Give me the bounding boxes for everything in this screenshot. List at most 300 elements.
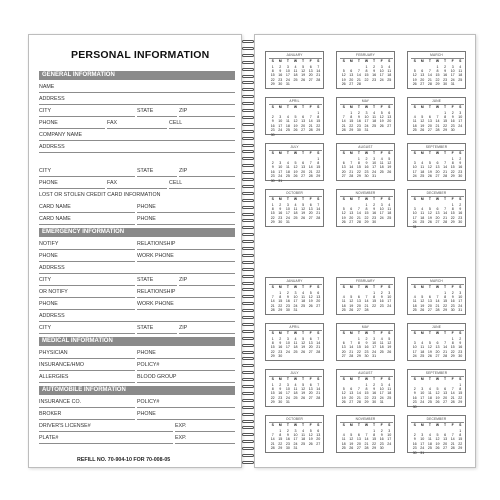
calendar-day: 6 xyxy=(357,294,360,299)
fax-field[interactable] xyxy=(107,117,167,129)
calendar-day: 11 xyxy=(387,68,392,73)
calendar-day: 17 xyxy=(458,119,463,124)
weekday-label: T xyxy=(428,377,431,381)
drivers-license-field[interactable] xyxy=(39,420,173,432)
card-phone-field-2[interactable] xyxy=(137,213,235,225)
calendar-day: 6 xyxy=(342,340,345,345)
blood-group-field[interactable] xyxy=(137,371,235,383)
calendar-day: 29 xyxy=(270,354,275,359)
month-name: JUNE xyxy=(431,325,442,329)
calendar-day: 21 xyxy=(316,345,321,350)
calendar-day: 27 xyxy=(316,303,321,308)
calendar-day: 26 xyxy=(435,446,440,451)
binding-ring xyxy=(242,357,254,360)
calendar-day: 23 xyxy=(270,128,275,133)
calendar-day: 16 xyxy=(379,299,384,304)
weekday-label: T xyxy=(373,285,376,289)
calendar-day: 30 xyxy=(443,82,448,87)
calendar-day: 26 xyxy=(301,349,306,354)
weekday-label: W xyxy=(364,377,369,381)
calendar-day: 9 xyxy=(271,119,274,124)
emergency-zip-field[interactable] xyxy=(179,274,235,286)
weekday-label: F xyxy=(380,105,383,109)
binding-ring xyxy=(242,178,254,181)
calendar-day: 23 xyxy=(278,395,283,400)
calendar-day: 12 xyxy=(341,73,346,78)
calendar-day: 7 xyxy=(350,340,353,345)
calendar-day: 15 xyxy=(349,119,354,124)
physician-field[interactable] xyxy=(39,347,135,359)
calendar-day: 30 xyxy=(458,220,463,225)
weekday-label: W xyxy=(364,59,369,63)
calendar-day: 8 xyxy=(451,340,454,345)
month-name: DECEMBER xyxy=(426,417,447,421)
weekday-label: S xyxy=(459,197,462,201)
calendar-day: 3 xyxy=(365,110,368,115)
binding-ring xyxy=(242,102,254,105)
calendar-day: 5 xyxy=(350,294,353,299)
weekday-label: M xyxy=(278,59,282,63)
calendar-day: 15 xyxy=(270,391,275,396)
calendar-day: 20 xyxy=(316,437,321,442)
weekday-label: T xyxy=(357,285,360,289)
calendar-day: 19 xyxy=(293,123,298,128)
calendar-day: 5 xyxy=(302,382,305,387)
calendar-day: 27 xyxy=(443,400,448,405)
company-address-line-2[interactable] xyxy=(39,153,235,165)
calendar-day: 6 xyxy=(388,110,391,115)
calendar-day: 21 xyxy=(316,211,321,216)
month-name: JANUARY xyxy=(286,279,303,283)
calendar-day: 24 xyxy=(293,303,298,308)
calendar-day: 19 xyxy=(308,437,313,442)
company-zip-field[interactable] xyxy=(179,165,235,177)
calendar-day: 26 xyxy=(301,77,306,82)
company-fax-field[interactable] xyxy=(107,177,167,189)
calendar-day: 3 xyxy=(413,340,416,345)
relationship-field[interactable] xyxy=(137,238,235,250)
calendar-day: 29 xyxy=(435,82,440,87)
weekday-label: W xyxy=(364,105,369,109)
calendar-day: 26 xyxy=(293,128,298,133)
card-name-field-1[interactable] xyxy=(39,201,135,213)
calendar-day: 26 xyxy=(387,169,392,174)
calendar-day: 14 xyxy=(308,119,313,124)
calendar-day: 8 xyxy=(271,68,274,73)
calendar-day: 1 xyxy=(373,428,376,433)
phone-field[interactable] xyxy=(39,117,105,129)
calendar-day: 22 xyxy=(450,349,455,354)
weekday-label: T xyxy=(357,105,360,109)
weekday-label: T xyxy=(373,331,376,335)
insurance-hmo-field[interactable] xyxy=(39,359,135,371)
calendar-day: 21 xyxy=(356,215,361,220)
address-field[interactable] xyxy=(39,93,235,105)
work-phone-field[interactable] xyxy=(137,250,235,262)
emergency-phone-field[interactable] xyxy=(39,250,135,262)
fax-label: FAX xyxy=(107,180,118,186)
calendar-day: 19 xyxy=(412,77,417,82)
weekday-label: T xyxy=(357,59,360,63)
calendar-day: 28 xyxy=(316,77,321,82)
company-address-field[interactable] xyxy=(39,141,235,153)
calendar-day: 2 xyxy=(413,432,416,437)
emergency-state-field[interactable] xyxy=(137,274,177,286)
calendar-day: 3 xyxy=(451,64,454,69)
calendar-day: 27 xyxy=(435,174,440,179)
weekday-label: F xyxy=(309,331,312,335)
weekday-label: M xyxy=(349,377,353,381)
calendar-day: 9 xyxy=(279,340,282,345)
calendar-day: 7 xyxy=(428,68,431,73)
calendar-day: 3 xyxy=(388,428,391,433)
calendar-day: 13 xyxy=(349,73,354,78)
calendar-day: 30 xyxy=(270,132,275,137)
weekday-label: S xyxy=(271,59,274,63)
calendar-day: 22 xyxy=(458,395,463,400)
calendar-day: 2 xyxy=(279,64,282,69)
calendar-day: 23 xyxy=(285,303,290,308)
calendar-day: 21 xyxy=(427,77,432,82)
calendar-day: 17 xyxy=(387,299,392,304)
calendar-day: 20 xyxy=(341,349,346,354)
insurance-co-field[interactable] xyxy=(39,396,135,408)
calendar-day: 14 xyxy=(316,340,321,345)
or-notify-field[interactable] xyxy=(39,286,135,298)
weekday-label: T xyxy=(373,151,376,155)
calendar-day: 9 xyxy=(459,340,462,345)
calendar-day: 6 xyxy=(428,114,431,119)
allergies-field[interactable] xyxy=(39,371,135,383)
calendar-day: 19 xyxy=(435,441,440,446)
calendar-day: 27 xyxy=(341,174,346,179)
calendar-day: 12 xyxy=(301,340,306,345)
calendar-day: 15 xyxy=(278,437,283,442)
calendar-day: 1 xyxy=(357,156,360,161)
calendar-day: 5 xyxy=(436,432,439,437)
card-name-label: CARD NAME xyxy=(39,204,71,210)
calendar-day: 7 xyxy=(451,432,454,437)
calendar-day: 22 xyxy=(356,349,361,354)
calendar-day: 24 xyxy=(420,446,425,451)
binding-ring xyxy=(242,185,254,188)
calendar-day: 21 xyxy=(308,123,313,128)
company-phone-field[interactable] xyxy=(39,177,105,189)
calendar-day: 16 xyxy=(443,73,448,78)
mini-calendar xyxy=(407,415,466,453)
calendar-day: 18 xyxy=(387,391,392,396)
calendar-day: 10 xyxy=(450,68,455,73)
calendar-day: 24 xyxy=(458,123,463,128)
calendar-day: 5 xyxy=(302,336,305,341)
weekday-label: M xyxy=(349,331,353,335)
weekday-label: T xyxy=(302,59,305,63)
binding-ring xyxy=(242,206,254,209)
calendar-day: 16 xyxy=(372,73,377,78)
plate-field[interactable] xyxy=(39,432,173,444)
notify-field[interactable] xyxy=(39,238,135,250)
calendar-day: 1 xyxy=(444,110,447,115)
binding-ring xyxy=(242,447,254,450)
calendar-day: 18 xyxy=(293,211,298,216)
zip-label: ZIP xyxy=(179,168,188,174)
calendar-day: 23 xyxy=(278,77,283,82)
work-phone-field-2[interactable] xyxy=(137,298,235,310)
binding-ring xyxy=(242,192,254,195)
card-name-field-2[interactable] xyxy=(39,213,135,225)
calendar-day: 26 xyxy=(341,400,346,405)
medical-policy-field[interactable] xyxy=(137,359,235,371)
weekday-label: W xyxy=(293,423,298,427)
calendar-day: 30 xyxy=(372,400,377,405)
binding-ring xyxy=(242,54,254,57)
calendar-day: 24 xyxy=(285,349,290,354)
calendar-day: 30 xyxy=(379,446,384,451)
calendar-day: 20 xyxy=(443,395,448,400)
physician-phone-field[interactable] xyxy=(137,347,235,359)
calendar-day: 1 xyxy=(317,110,320,115)
calendar-day: 18 xyxy=(293,73,298,78)
card-phone-field-1[interactable] xyxy=(137,201,235,213)
calendar-day: 27 xyxy=(308,395,313,400)
name-field[interactable] xyxy=(39,81,235,93)
calendar-day: 10 xyxy=(420,391,425,396)
auto-policy-field[interactable] xyxy=(137,396,235,408)
binding-ring xyxy=(242,268,254,271)
calendar-day: 29 xyxy=(458,446,463,451)
weekday-label: M xyxy=(420,331,424,335)
calendar-day: 16 xyxy=(412,395,417,400)
insurance-hmo-label: INSURANCE/HMO xyxy=(39,362,85,368)
calendar-day: 23 xyxy=(379,441,384,446)
weekday-label: T xyxy=(357,197,360,201)
calendar-day: 5 xyxy=(342,206,345,211)
calendar-day: 1 xyxy=(279,428,282,433)
relationship-field-2[interactable] xyxy=(137,286,235,298)
company-state-field[interactable] xyxy=(137,165,177,177)
calendar-day: 29 xyxy=(349,128,354,133)
calendar-day: 12 xyxy=(427,345,432,350)
emergency-address-field[interactable] xyxy=(39,262,235,274)
calendar-day: 28 xyxy=(316,395,321,400)
calendar-day: 20 xyxy=(301,123,306,128)
weekday-label: M xyxy=(349,59,353,63)
calendar-day: 20 xyxy=(349,215,354,220)
cell-label: CELL xyxy=(169,180,183,186)
calendar-day: 25 xyxy=(341,446,346,451)
zip-field[interactable] xyxy=(179,105,235,117)
calendar-day: 19 xyxy=(308,299,313,304)
calendar-day: 17 xyxy=(285,211,290,216)
mini-calendar xyxy=(407,189,466,227)
calendar-day: 11 xyxy=(286,165,290,170)
calendar-day: 19 xyxy=(427,349,432,354)
weekday-label: F xyxy=(380,59,383,63)
calendar-day: 23 xyxy=(450,303,455,308)
calendar-day: 4 xyxy=(286,160,289,165)
phone-label: PHONE xyxy=(137,411,156,417)
weekday-label: W xyxy=(435,105,440,109)
calendar-day: 29 xyxy=(316,128,321,133)
calendar-day: 7 xyxy=(357,68,360,73)
company-name-field[interactable] xyxy=(39,129,235,141)
calendar-day: 17 xyxy=(372,345,377,350)
exp-label: EXP. xyxy=(175,423,187,429)
weekday-label: S xyxy=(388,331,391,335)
calendar-day: 18 xyxy=(341,441,346,446)
city-field[interactable] xyxy=(39,105,135,117)
company-cell-field[interactable] xyxy=(169,177,235,189)
calendar-day: 18 xyxy=(285,169,290,174)
calendar-day: 1 xyxy=(357,336,360,341)
calendar-day: 28 xyxy=(364,308,369,313)
calendar-day: 6 xyxy=(317,428,320,433)
plate-exp-field[interactable] xyxy=(175,432,235,444)
calendar-day: 12 xyxy=(308,294,313,299)
binding-ring xyxy=(242,254,254,257)
emergency-phone-field-2[interactable] xyxy=(39,298,135,310)
weekday-label: T xyxy=(286,285,289,289)
broker-field[interactable] xyxy=(39,408,135,420)
cell-field[interactable] xyxy=(169,117,235,129)
weekday-label: M xyxy=(278,105,282,109)
emergency-address-field-2[interactable] xyxy=(39,310,235,322)
section-header-general: GENERAL INFORMATION xyxy=(39,71,235,80)
emergency-city-field[interactable] xyxy=(39,274,135,286)
calendar-day: 21 xyxy=(443,215,448,220)
calendar-day: 15 xyxy=(364,211,369,216)
calendar-day: 17 xyxy=(285,345,290,350)
calendar-day: 27 xyxy=(341,354,346,359)
license-exp-field[interactable] xyxy=(175,420,235,432)
calendar-day: 1 xyxy=(317,156,320,161)
calendar-day: 16 xyxy=(379,437,384,442)
calendar-day: 4 xyxy=(421,206,424,211)
calendar-day: 9 xyxy=(279,206,282,211)
calendar-day: 25 xyxy=(458,77,463,82)
calendar-day: 15 xyxy=(458,391,463,396)
mini-calendar xyxy=(336,323,395,361)
calendar-day: 9 xyxy=(413,437,416,442)
weekday-label: S xyxy=(413,331,416,335)
calendar-day: 25 xyxy=(420,354,425,359)
calendar-day: 27 xyxy=(349,400,354,405)
calendar-day: 23 xyxy=(458,215,463,220)
binding-ring xyxy=(242,385,254,388)
calendar-day: 28 xyxy=(356,220,361,225)
month-name: DECEMBER xyxy=(426,191,447,195)
calendar-day: 6 xyxy=(444,432,447,437)
calendar-day: 6 xyxy=(342,160,345,165)
calendar-day: 24 xyxy=(293,441,298,446)
calendar-day: 29 xyxy=(316,174,321,179)
calendar-day: 2 xyxy=(279,336,282,341)
calendar-day: 23 xyxy=(270,174,275,179)
calendar-day: 19 xyxy=(379,119,384,124)
binding-ring xyxy=(242,351,254,354)
state-field[interactable] xyxy=(137,105,177,117)
binding-ring xyxy=(242,40,254,43)
emergency-zip-field-2[interactable] xyxy=(179,322,235,334)
calendar-day: 3 xyxy=(388,290,391,295)
company-name-label: COMPANY NAME xyxy=(39,132,83,138)
mini-calendar xyxy=(336,369,395,407)
calendar-day: 6 xyxy=(309,202,312,207)
calendar-day: 4 xyxy=(380,156,383,161)
calendar-day: 28 xyxy=(443,174,448,179)
calendar-day: 31 xyxy=(458,308,463,313)
calendar-day: 20 xyxy=(435,169,440,174)
calendar-day: 11 xyxy=(293,206,298,211)
address-label: ADDRESS xyxy=(39,313,65,319)
calendar-day: 24 xyxy=(412,174,417,179)
calendar-day: 10 xyxy=(379,68,384,73)
calendar-day: 12 xyxy=(379,114,384,119)
calendar-day: 3 xyxy=(413,206,416,211)
calendar-day: 16 xyxy=(278,73,283,78)
calendar-day: 16 xyxy=(450,299,455,304)
calendar-day: 10 xyxy=(285,340,290,345)
relationship-label: RELATIONSHIP xyxy=(137,289,176,295)
calendar-day: 16 xyxy=(372,391,377,396)
calendar-day: 5 xyxy=(342,68,345,73)
binding-ring xyxy=(242,413,254,416)
calendar-day: 15 xyxy=(270,211,275,216)
mini-calendar xyxy=(336,51,395,89)
calendar-day: 21 xyxy=(364,441,369,446)
calendar-day: 20 xyxy=(427,303,432,308)
calendar-day: 26 xyxy=(308,303,313,308)
calendar-day: 20 xyxy=(435,349,440,354)
weekday-label: T xyxy=(444,197,447,201)
weekday-label: T xyxy=(428,331,431,335)
calendar-day: 9 xyxy=(357,114,360,119)
calendar-day: 12 xyxy=(301,206,306,211)
emergency-state-field-2[interactable] xyxy=(137,322,177,334)
calendar-day: 27 xyxy=(435,354,440,359)
calendar-day: 16 xyxy=(278,391,283,396)
weekday-label: S xyxy=(459,59,462,63)
calendar-day: 8 xyxy=(271,206,274,211)
calendar-day: 16 xyxy=(364,345,369,350)
calendar-day: 13 xyxy=(341,165,346,170)
weekday-label: T xyxy=(444,59,447,63)
calendar-day: 22 xyxy=(372,441,377,446)
calendar-day: 14 xyxy=(443,345,448,350)
calendar-day: 17 xyxy=(387,437,392,442)
allergies-label: ALLERGIES xyxy=(39,374,69,380)
emergency-city-field-2[interactable] xyxy=(39,322,135,334)
weekday-label: S xyxy=(388,59,391,63)
weekday-label: W xyxy=(293,377,298,381)
company-city-field[interactable] xyxy=(39,165,135,177)
broker-phone-field[interactable] xyxy=(137,408,235,420)
calendar-day: 1 xyxy=(459,382,462,387)
card-name-label: CARD NAME xyxy=(39,216,71,222)
calendar-day: 13 xyxy=(443,437,448,442)
calendar-day: 28 xyxy=(316,349,321,354)
weekday-label: T xyxy=(444,105,447,109)
month-name: APRIL xyxy=(289,99,300,103)
weekday-label: T xyxy=(286,377,289,381)
calendar-day: 3 xyxy=(380,382,383,387)
calendar-day: 30 xyxy=(270,178,275,183)
spiral-binding xyxy=(242,40,254,470)
calendar-day: 19 xyxy=(301,73,306,78)
mini-calendar xyxy=(407,143,466,181)
calendar-day: 5 xyxy=(436,386,439,391)
calendar-day: 26 xyxy=(349,308,354,313)
